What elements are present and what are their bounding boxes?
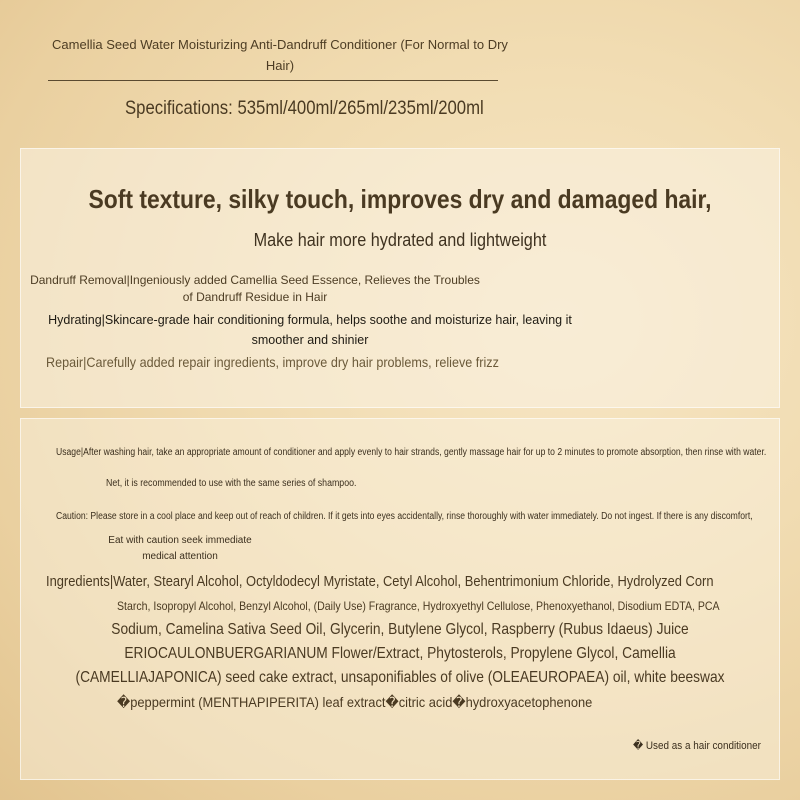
headline: Soft texture, silky touch, improves dry and damaged hair, bbox=[88, 184, 712, 214]
specifications: Specifications: 535ml/400ml/265ml/235ml/200ml bbox=[125, 98, 484, 119]
ingredients-line-3: Sodium, Camelina Sativa Seed Oil, Glycerin, Butylene Glycol, Raspberry (Rubus Idaeus) Juice bbox=[111, 621, 689, 638]
caution-text: Caution: Please store in a cool place and keep out of reach of children. If it gets into eyes accidentally, rinse thoroughly with water immediately. Do not ingest. If there is any discomfort, bbox=[56, 511, 753, 522]
title-divider bbox=[48, 80, 498, 81]
ingredients-line-4: ERIOCAULONBUERGARIANUM Flower/Extract, Phytosterols, Propylene Glycol, Camellia bbox=[124, 645, 676, 662]
ingredients-line-1: Ingredients|Water, Stearyl Alcohol, Octyldodecyl Myristate, Cetyl Alcohol, Behentrimonium Chloride, Hydrolyzed Corn bbox=[46, 573, 714, 590]
usage-text: Usage|After washing hair, take an appropriate amount of conditioner and apply evenly to hair strands, gently massage hair for up to 2 minutes to promote absorption, then rinse with water. bbox=[56, 447, 767, 458]
footnote: � Used as a hair conditioner bbox=[633, 740, 761, 752]
ingredients-line-5: (CAMELLIAJAPONICA) seed cake extract, unsaponifiables of olive (OLEAEUROPAEA) oil, white beeswax bbox=[75, 669, 725, 686]
caution-note: Eat with caution seek immediate medical attention bbox=[108, 535, 252, 562]
product-title: Camellia Seed Water Moisturizing Anti-Dandruff Conditioner (For Normal to Dry Hair) bbox=[52, 37, 508, 73]
feature-dandruff-removal: Dandruff Removal|Ingeniously added Camellia Seed Essence, Relieves the Troubles of Dandruff Residue in Hair bbox=[30, 273, 480, 304]
ingredients-line-6: �peppermint (MENTHAPIPERITA) leaf extract�citric acid�hydroxyacetophenone bbox=[117, 694, 593, 710]
ingredients-line-2: Starch, Isopropyl Alcohol, Benzyl Alcohol, (Daily Use) Fragrance, Hydroxyethyl Cellulose, Phenoxyethanol, Disodium EDTA, PCA bbox=[117, 599, 720, 613]
usage-note: Net, it is recommended to use with the same series of shampoo. bbox=[106, 478, 357, 489]
feature-repair: Repair|Carefully added repair ingredients, improve dry hair problems, relieve frizz bbox=[46, 354, 499, 370]
feature-hydrating: Hydrating|Skincare-grade hair conditioning formula, helps soothe and moisturize hair, leaving it smoother and shinier bbox=[48, 313, 572, 347]
subheadline: Make hair more hydrated and lightweight bbox=[253, 230, 547, 250]
